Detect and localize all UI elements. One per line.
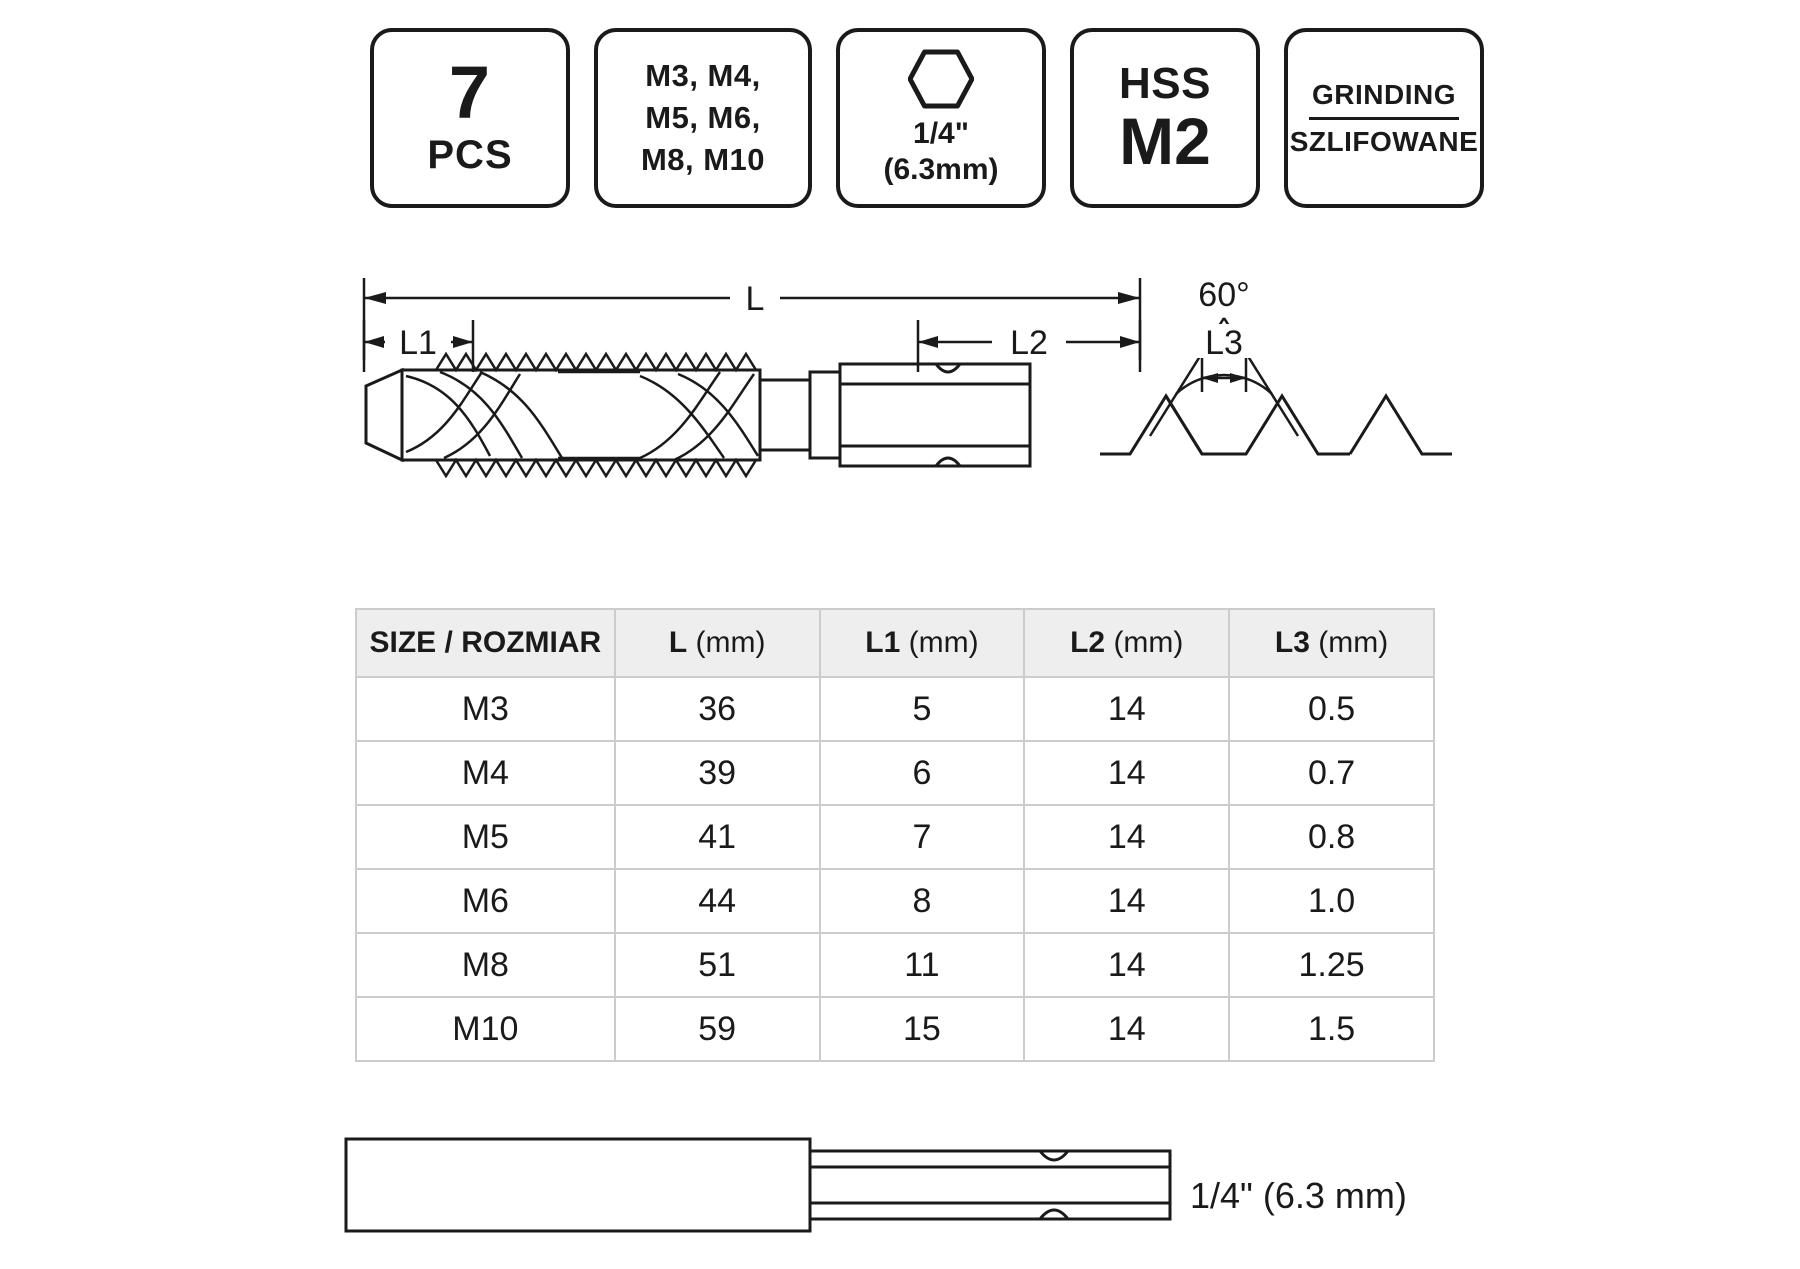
cell-l1: 7 [820,805,1025,869]
cell-l3: 1.5 [1229,997,1434,1061]
badge-piece-count-number: 7 [448,51,492,135]
technical-drawing [340,268,1460,563]
badge-hex-shank-line2: (6.3mm) [883,152,999,186]
badge-grinding-line2: SZLIFOWANE [1289,125,1479,157]
cell-l2: 14 [1024,933,1229,997]
table-header-l1: L1 (mm) [820,609,1025,677]
dim-label-L1: L1 [399,324,437,362]
cell-size: M4 [356,741,615,805]
badge-grinding [1284,28,1484,208]
table-row [356,805,1434,869]
badge-piece-count [370,28,570,208]
badge-thread-sizes-line2: M5, M6, [645,100,761,136]
table-row [356,869,1434,933]
badge-material-line2: M2 [1119,104,1211,178]
cell-size: M3 [356,677,615,741]
cell-l1: 11 [820,933,1025,997]
badge-grinding-line1: GRINDING [1312,78,1456,110]
dim-label-L: L [745,280,765,318]
badge-piece-count-unit: PCS [427,132,513,177]
cell-l2: 14 [1024,805,1229,869]
dim-label-L3: L3 [1205,324,1243,362]
cell-l3: 0.7 [1229,741,1434,805]
cell-l1: 6 [820,741,1025,805]
cell-l2: 14 [1024,741,1229,805]
badge-material [1070,28,1260,208]
dim-label-L2: L2 [1010,324,1048,362]
cell-l: 59 [615,997,820,1061]
cell-l: 51 [615,933,820,997]
badge-thread-sizes [594,28,812,208]
spec-table [355,608,1435,1062]
dim-label-angle: 60° [1198,276,1250,314]
table-header-l2: L2 (mm) [1024,609,1229,677]
spec-table-container [355,608,1435,1062]
badge-hex-shank-line1: 1/4" [913,116,969,150]
hex-shank-size-label: 1/4" (6.3 mm) [1190,1175,1407,1216]
table-row [356,933,1434,997]
table-header-l: L (mm) [615,609,820,677]
hex-shank-drawing [340,1125,1240,1250]
cell-l3: 0.5 [1229,677,1434,741]
cell-l1: 5 [820,677,1025,741]
badge-thread-sizes-line1: M3, M4, [645,58,761,94]
cell-l: 41 [615,805,820,869]
hexagon-icon [908,49,974,114]
table-header-row [356,609,1434,677]
cell-l2: 14 [1024,677,1229,741]
badge-material-line1: HSS [1119,59,1211,108]
cell-size: M6 [356,869,615,933]
badge-thread-sizes-line3: M8, M10 [640,141,766,177]
feature-badge-row [370,28,1484,208]
table-row [356,997,1434,1061]
table-row [356,677,1434,741]
cell-l1: 8 [820,869,1025,933]
cell-l1: 15 [820,997,1025,1061]
cell-size: M5 [356,805,615,869]
cell-l: 44 [615,869,820,933]
table-header-size: SIZE / ROZMIAR [356,609,615,677]
badge-hex-shank [836,28,1046,208]
cell-size: M8 [356,933,615,997]
cell-l2: 14 [1024,869,1229,933]
table-header-l3: L3 (mm) [1229,609,1434,677]
cell-size: M10 [356,997,615,1061]
cell-l: 36 [615,677,820,741]
cell-l2: 14 [1024,997,1229,1061]
table-row [356,741,1434,805]
cell-l3: 0.8 [1229,805,1434,869]
cell-l3: 1.0 [1229,869,1434,933]
cell-l3: 1.25 [1229,933,1434,997]
cell-l: 39 [615,741,820,805]
